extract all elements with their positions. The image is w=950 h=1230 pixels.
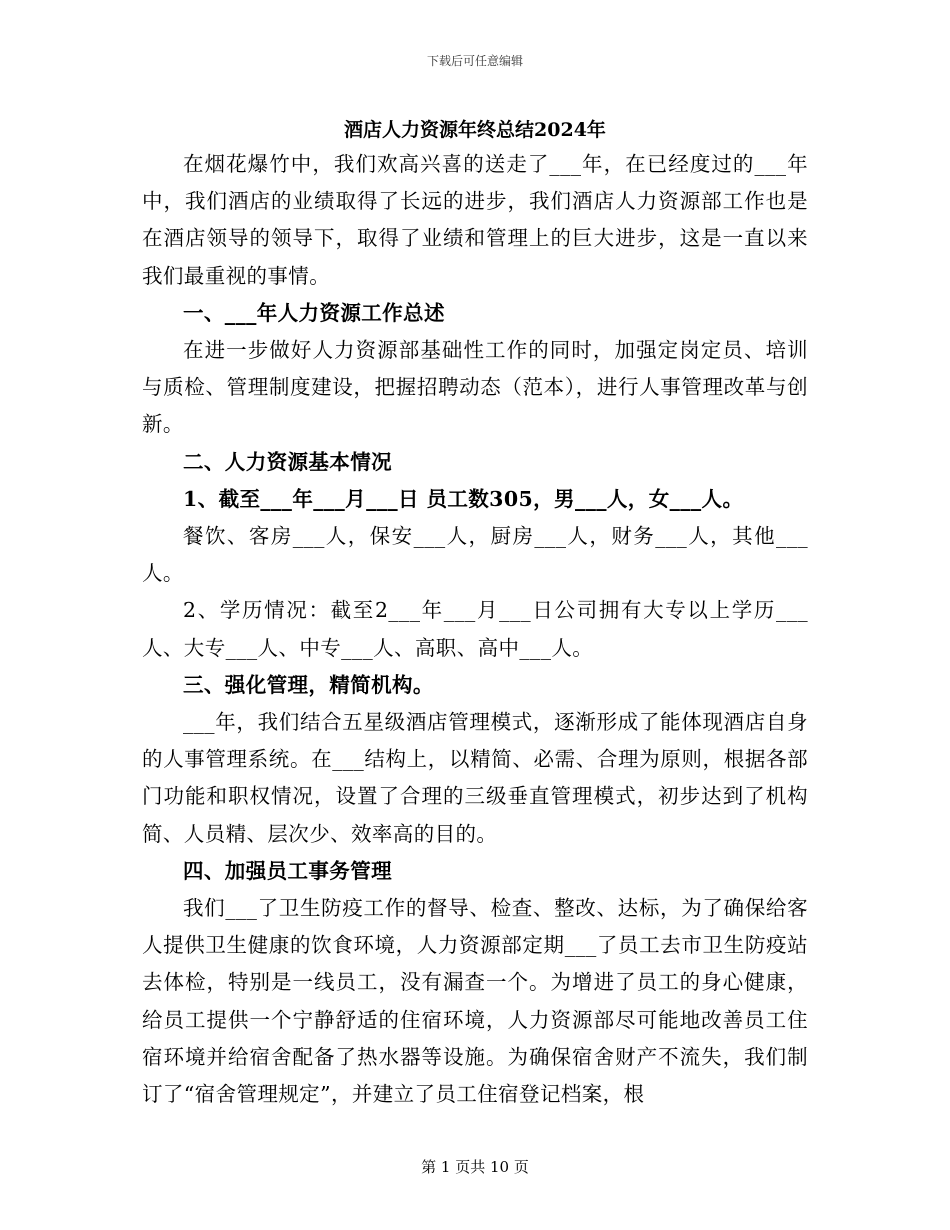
paragraph-staff-count: 1、截至___年___月___日 员工数305，男___人，女___人。 xyxy=(183,486,744,511)
page-number-footer: 第 1 页共 10 页 xyxy=(421,1158,529,1176)
document-title: 酒店人力资源年终总结2024年 xyxy=(344,119,606,141)
header-note: 下载后可任意编辑 xyxy=(426,54,523,68)
document-body xyxy=(142,146,808,1113)
paragraph-section-1: 在进一步做好人力资源部基础性工作的同时，加强定岗定员、培训与质检、管理制度建设，把握招聘动态（范本），进行人事管理改革与创新。 xyxy=(142,338,808,437)
paragraph-section-4: 我们___了卫生防疫工作的督导、检查、整改、达标，为了确保给客人提供卫生健康的饮食环境，人力资源部定期___了员工去市卫生防疫站去体检，特别是一线员工，没有漏查一个。为增进了员工的身心健康，给员工提供一个宁静舒适的住宿环境，人力资源部尽可能地改善员工住宿环境并给宿舍配备了热水器等设施。为确保宿舍财产不流失，我们制订了“宿舍管理规定”，并建立了员工住宿登记档案，根 xyxy=(142,896,808,1107)
heading-section-2: 二、人力资源基本情况 xyxy=(183,449,392,474)
paragraph-education: 2、学历情况：截至2___年___月___日公司拥有大专以上学历___人、大专___人、中专___人、高职、高中___人。 xyxy=(142,598,808,660)
heading-section-3: 三、强化管理，精简机构。 xyxy=(183,672,434,697)
heading-section-4: 四、加强员工事务管理 xyxy=(183,858,392,883)
heading-section-1: 一、___年人力资源工作总述 xyxy=(183,300,445,325)
paragraph-intro: 在烟花爆竹中，我们欢高兴喜的送走了___年，在已经度过的___年中，我们酒店的业绩取得了长远的进步，我们酒店人力资源部工作也是在酒店领导的领导下，取得了业绩和管理上的巨大进步，这是一直以来我们最重视的事情。 xyxy=(142,152,808,288)
paragraph-section-3: ___年，我们结合五星级酒店管理模式，逐渐形成了能体现酒店自身的人事管理系统。在___结构上，以精简、必需、合理为原则，根据各部门功能和职权情况，设置了合理的三级垂直管理模式，初步达到了机构简、人员精、层次少、效率高的目的。 xyxy=(142,710,808,846)
paragraph-department-count: 餐饮、客房___人，保安___人，厨房___人，财务___人，其他___人。 xyxy=(142,524,808,586)
